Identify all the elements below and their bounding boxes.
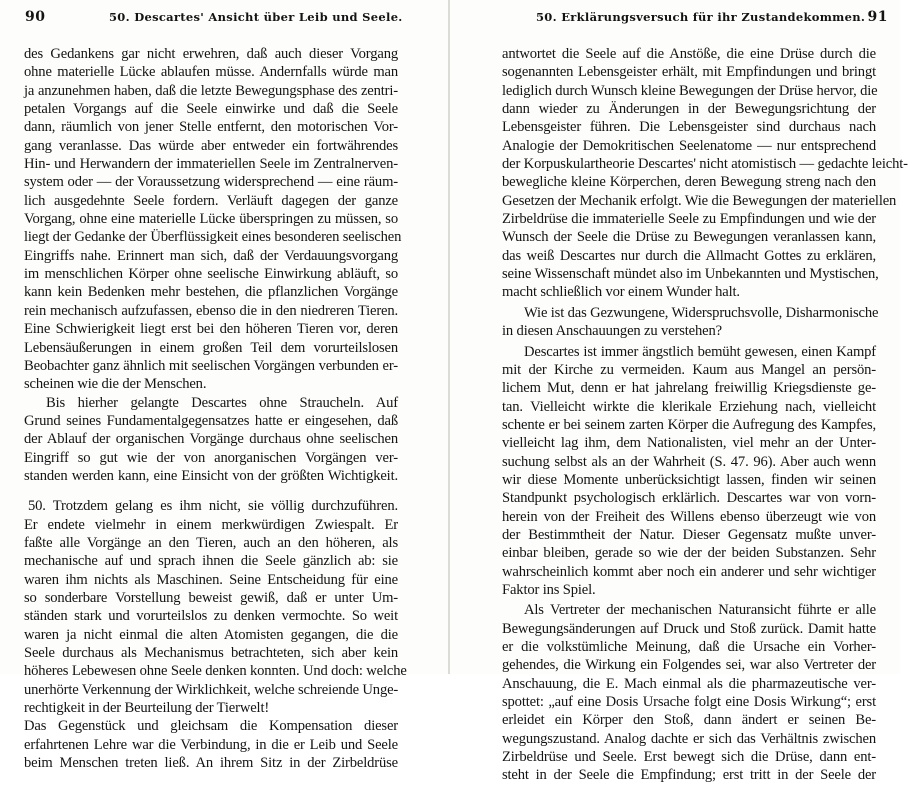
text-line: höheres Lebewesen ohne Seele denken konnten. Und doch: welche xyxy=(24,663,407,680)
text-line: Gesetzen der Mechanik erfolgt. Wie die Bewegungen der materiellen xyxy=(502,192,897,209)
text-line: bewegliche kleine Körperchen, deren Bewegung streng nach den xyxy=(502,174,876,191)
text-line: Anschauung, die E. Mach einmal als die pharmazeutische ver- xyxy=(502,675,876,692)
text-line: Seele durchaus als Mechanismus betrachteten, sich aber kein xyxy=(24,645,398,661)
text-line: erleidet ein Körper den Stoß, dann ändert er seinen Be- xyxy=(502,712,876,729)
text-line: rein mechanisch aufzufassen, ebenso die in den niedreren Tieren. xyxy=(24,302,398,319)
text-line: dann wieder zu Änderungen in der Bewegungsrichtung der xyxy=(502,101,876,118)
text-line: standen werden kann, eine Einsicht von der größten Wichtigkeit. xyxy=(24,467,398,484)
text-line: Lebensgeister führen. Die Lebensgeister sind durchaus nach xyxy=(502,119,876,136)
text-line: ohne materielle Lücke ablaufen müsse. Andernfalls würde man xyxy=(24,64,398,81)
text-line: Das Gegenstück und gleichsam die Kompensation dieser xyxy=(24,718,398,735)
text-line: gehendes, die Wirkung ein Folgendes sei, war also Vertreter der xyxy=(502,657,876,674)
text-line: petalen Vorgangs auf die Seele einwirke und daß die Seele xyxy=(24,101,398,118)
text-line: Bis hierher gelangte Descartes ohne Straucheln. Auf xyxy=(46,394,398,411)
text-line: sogenannten Lebensgeister erhält, mit Empfindungen und bringt xyxy=(502,64,876,81)
text-line: Analogie der Demokritischen Seelenatome — nur entsprechend xyxy=(502,137,876,154)
text-line: Bewegungsänderungen auf Druck und Stoß zurück. Damit hatte xyxy=(502,620,876,637)
right-page xyxy=(452,0,908,784)
text-line: Eine Schwierigkeit liegt erst bei den höheren Tieren vor, deren xyxy=(24,321,398,338)
text-line: Vorgang, ohne eine materielle Lücke überspringen zu müssen, so xyxy=(24,211,398,228)
text-line: scheinen wie die der Menschen. xyxy=(24,376,207,393)
text-line: antwortet die Seele auf die Anstöße, die eine Drüse durch die xyxy=(502,46,876,62)
text-line: lichem Mut, denn er hat jahrelang freiwillig Kriegsdienste ge- xyxy=(502,380,876,397)
text-line: Wunsch der Seele die Drüse zu Bewegungen veranlassen kann, xyxy=(502,229,876,246)
text-line: im menschlichen Körper ohne seelische Einwirkung abläuft, so xyxy=(24,266,398,283)
text-line: ständen stark und vorurteilslos zu denken vermochte. So weit xyxy=(24,608,398,625)
text-line: wegungszustand. Analog dachte er sich das Verhältnis zwischen xyxy=(502,730,876,747)
text-line: Beobachter ganz ähnlich mit seelischen Vorgängen verbunden er- xyxy=(24,357,398,374)
text-line: faßte alle Vorgänge an den Tieren, auch an den höheren, als xyxy=(24,534,398,551)
text-line: Er endete vielmehr in einem merkwürdigen Zwiespalt. Er xyxy=(24,516,398,533)
right-running-title: 50. Erklärungsversuch für ihr Zustandekommen. xyxy=(536,10,866,24)
text-line: Eingriff so gut wie der von anorganischen Vorgängen ver- xyxy=(24,449,398,466)
text-line: seine Wissenschaft mündet also im Unbekannten und Mystischen, xyxy=(502,266,879,283)
text-line: gang veranlasse. Das würde aber entweder ein fortwährendes xyxy=(24,137,398,154)
text-line: Standpunkt psychologisch erklärlich. Descartes war von vorn- xyxy=(502,490,876,507)
text-line: macht schließlich vor einem Wunder halt. xyxy=(502,284,740,301)
text-line: suchung selbst als an der Wahrheit (S. 47. 96). Aber auch wenn xyxy=(502,453,876,470)
left-page-number: 90 xyxy=(25,9,46,25)
text-line: in diesen Anschauungen zu verstehen? xyxy=(502,323,722,340)
text-line: rechtigkeit in der Beurteilung der Tierwelt! xyxy=(24,700,270,717)
text-line: system oder — der Voraussetzung widersprechend — eine räum- xyxy=(24,174,398,191)
text-line: dann, räumlich von jener Stelle entfernt, den motorischen Vor- xyxy=(24,119,398,136)
text-line: mechanische auf und sprach ihnen die Seele gänzlich ab: sie xyxy=(24,553,398,570)
text-line: das weiß Descartes nur durch die Allmacht Gottes zu erklären, xyxy=(502,247,876,264)
left-page-header xyxy=(25,9,425,29)
text-line: spottet: „auf eine Dosis Ursache folgt eine Dosis Wirkung“; erst xyxy=(502,694,876,711)
text-line: einbar bleiben, gerade so wie der der beiden Substanzen. Sehr xyxy=(502,545,876,562)
text-line: ja anzunehmen haben, daß die letzte Bewegungsphase des zentri- xyxy=(24,82,398,99)
text-line: Zirbeldrüse die immaterielle Seele zu Empfindungen und wie der xyxy=(502,211,876,228)
text-line: wir diese Momente unberücksichtigt lassen, finden wir seinen xyxy=(502,471,876,488)
text-line: erfahrtenen Lehre war die Verbindung, in die er Leib und Seele xyxy=(24,736,398,753)
book-gutter xyxy=(448,0,450,674)
right-page-body xyxy=(502,45,908,785)
text-line: Descartes ist immer ängstlich bemüht gewesen, einen Kampf xyxy=(524,343,876,360)
text-line: waren ihm nichts als Maschinen. Seine Entscheidung für eine xyxy=(24,571,398,588)
text-line: steht in der Seele die Empfindung; erst tritt in der Seele der xyxy=(502,767,876,784)
left-page xyxy=(0,0,446,772)
text-line: schente er bei seinem zarten Körper die Aufregung des Kampfes, xyxy=(502,416,876,433)
right-page-header xyxy=(490,9,888,29)
text-line: mit der Kirche zu vermeiden. Kaum aus Mangel an persön- xyxy=(502,361,876,378)
text-line: kann kein Bedenken mehr bestehen, die pflanzlichen Vorgänge xyxy=(24,284,398,301)
text-line: vielleicht lag ihm, dem Nationalisten, viel mehr an der Unter- xyxy=(502,435,876,452)
text-line: des Gedankens gar nicht erwehren, daß auch dieser Vorgang xyxy=(24,46,398,62)
text-line: tan. Vielleicht wirkte die klerikale Erziehung nach, vielleicht xyxy=(502,398,876,415)
text-line: Eingriffs nahe. Erinnert man sich, daß der Verdauungsvorgang xyxy=(24,247,398,264)
text-line: liegt der Gedanke der Überflüssigkeit eines besonderen seelischen xyxy=(24,229,402,246)
text-line: lich ausgedehnte Seele fordern. Verläuft dagegen der ganze xyxy=(24,192,398,209)
right-page-number: 91 xyxy=(867,9,888,25)
text-line: Lebensäußerungen in einem großen Teil dem vorurteilslosen xyxy=(24,339,398,356)
text-line: der Bestimmtheit der Natur. Dieser Gegensatz mußte unver- xyxy=(502,526,876,543)
text-line: Zirbeldrüse und Seele. Erst bewegt sich die Drüse, dann ent- xyxy=(502,749,876,766)
text-line: so sonderbare Vorstellung beweist gewiß, daß er unter Um- xyxy=(24,589,398,606)
text-line: lediglich durch Wunsch kleine Bewegungen der Drüse hervor, die xyxy=(502,82,878,99)
text-line: Wie ist das Gezwungene, Widerspruchsvolle, Disharmonische xyxy=(524,304,879,321)
text-line: beim Menschen treten ließ. An ihrem Sitz in der Zirbeldrüse xyxy=(24,755,398,772)
left-running-title: 50. Descartes' Ansicht über Leib und Seele. xyxy=(109,10,403,24)
left-page-body xyxy=(24,45,407,772)
text-line: Grund seines Fundamentalgegensatzes hatte er eingesehen, daß xyxy=(24,412,398,429)
text-line: wahrscheinlich kommt aber noch ein anderer und sehr wichtiger xyxy=(502,563,876,580)
text-line: Faktor ins Spiel. xyxy=(502,581,596,598)
text-line: herein von der Freiheit des Willens ebenso überzeugt wie von xyxy=(502,508,876,525)
text-line: waren ja nicht einmal die alten Atomisten gegangen, die die xyxy=(24,626,398,643)
text-line: unerhörte Verkennung der Wirklichkeit, welche schreiende Unge- xyxy=(24,681,399,698)
text-line: der Ablauf der organischen Vorgänge durchaus ohne seelischen xyxy=(24,431,398,448)
text-line: Als Vertreter der mechanischen Naturansicht führte er alle xyxy=(524,602,876,619)
section-heading-line: 50. Trotzdem gelang es ihm nicht, sie völlig durchzuführen. xyxy=(28,498,398,515)
text-line: Hin- und Herwandern der immateriellen Seele im Zentralnerven- xyxy=(24,156,398,173)
text-line: der Korpuskulartheorie Descartes' nicht atomistisch — gedachte leicht- xyxy=(502,156,908,173)
text-line: er die volkstümliche Meinung, daß die Ursache ein Vorher- xyxy=(502,639,876,655)
